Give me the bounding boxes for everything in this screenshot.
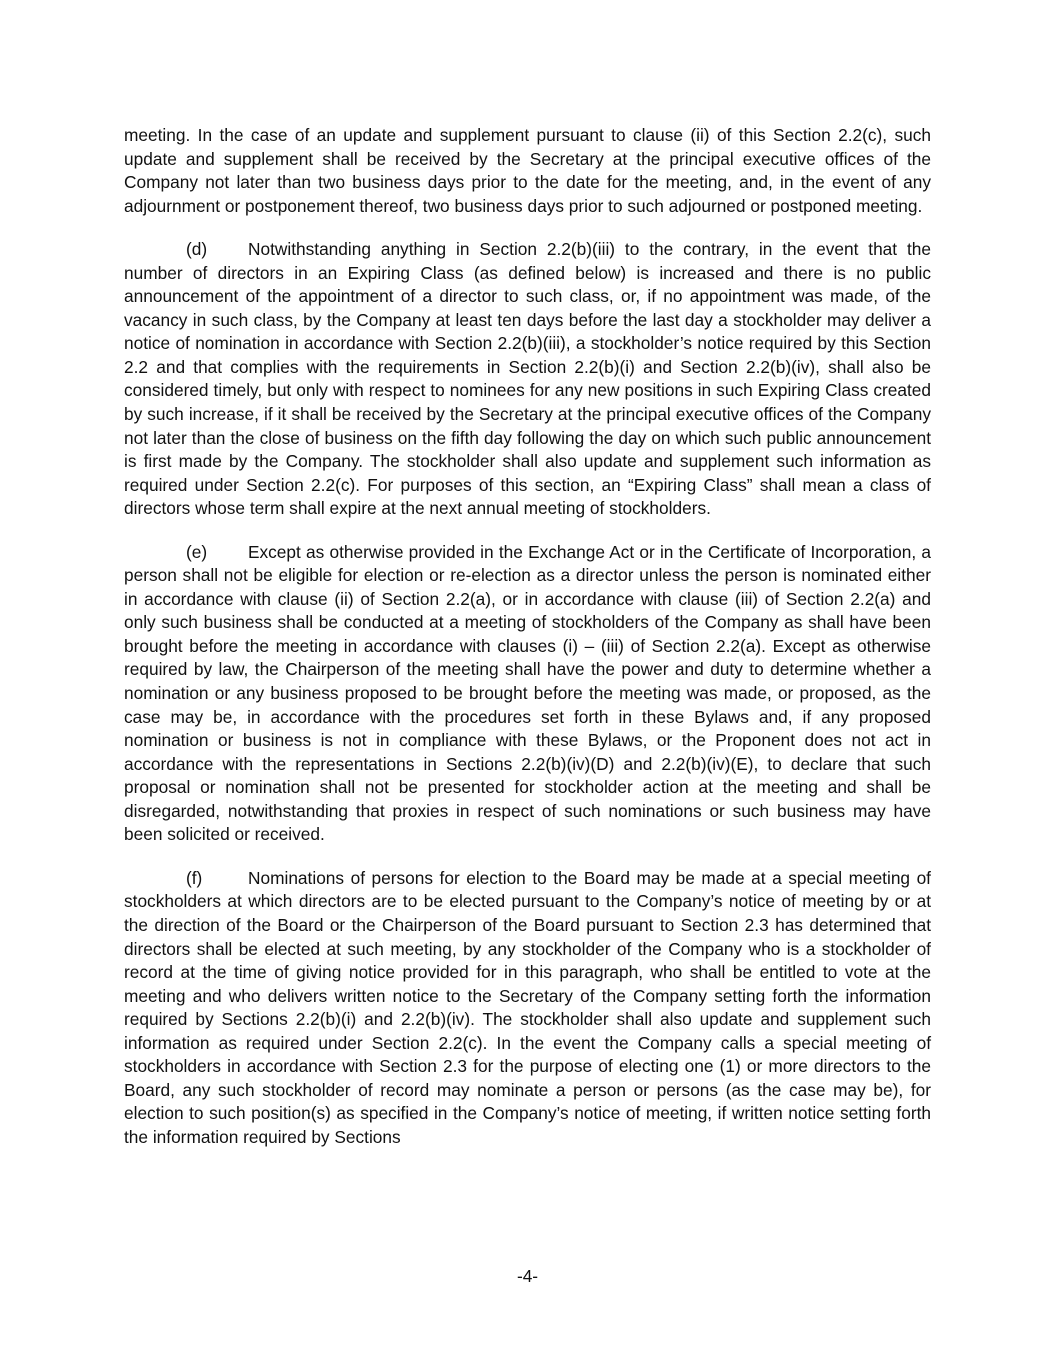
paragraph-continuation — [124, 124, 931, 218]
paragraph-text: Except as otherwise provided in the Exchange Act or in the Certificate of Incorporation, a person shall not be eligible for election or re-election as a director unless the person is nominated either in accordance with clause (ii) of Section 2.2(a), or in accordance with clause (iii) of Section 2.2(a) and only such business shall be conducted at a meeting of stockholders of the Company as shall have been brought before the meeting in accordance with clauses (i) – (iii) of Section 2.2(a). Except as otherwise required by law, the Chairperson of the meeting shall have the power and duty to determine whether a nomination or any business proposed to be brought before the meeting was made, or proposed, as the case may be, in accordance with the procedures set forth in these Bylaws and, if any proposed nomination or business is not in compliance with these Bylaws, or the Proponent does not act in accordance with the representations in Sections 2.2(b)(iv)(D) and 2.2(b)(iv)(E), to declare that such proposal or nomination shall not be presented for stockholder action at the meeting and shall be disregarded, notwithstanding that proxies in respect of such nominations or such business may have been solicited or received. — [124, 541, 931, 845]
paragraph-label: (f) — [186, 867, 203, 888]
paragraph-label: (e) — [186, 541, 208, 562]
document-body — [124, 124, 931, 1169]
paragraph-text: Nominations of persons for election to the Board may be made at a special meeting of stockholders at which directors are to be elected pursuant to the Company’s notice of meeting by or at the direction of the Board or the Chairperson of the Board pursuant to Section 2.3 has determined that directors shall be elected at such meeting, by any stockholder of the Company who is a stockholder of record at the time of giving notice provided for in this paragraph, who shall be entitled to vote at the meeting and who delivers written notice to the Secretary of the Company setting forth the information required by Sections 2.2(b)(i) and 2.2(b)(iv). The stockholder shall also update and supplement such information as required under Section 2.2(c). In the event the Company calls a special meeting of stockholders in accordance with Section 2.3 for the purpose of electing one (1) or more directors to the Board, any such stockholder of record may nominate a person or persons (as the case may be), for election to such position(s) as specified in the Company’s notice of meeting, if written notice setting forth the information required by Sections — [124, 867, 931, 1147]
paragraph-label: (d) — [186, 239, 208, 260]
paragraph-text: Notwithstanding anything in Section 2.2(b)(iii) to the contrary, in the event that the number of directors in an Expiring Class (as defined below) is increased and there is no public announcement of the appointment of a director to such class, or, if no appointment was made, of the vacancy in such class, by the Company at least ten days before the last day a stockholder may deliver a notice of nomination in accordance with Section 2.2(b)(iii), a stockholder’s notice required by this Section 2.2 and that complies with the requirements in Section 2.2(b)(i) and Section 2.2(b)(iv), shall also be considered timely, but only with respect to nominees for any new positions in such Expiring Class created by such increase, if it shall be received by the Secretary at the principal executive offices of the Company not later than the close of business on the fifth day following the day on which such public announcement is first made by the Company. The stockholder shall also update and supplement such information as required under Section 2.2(c). For purposes of this section, an “Expiring Class” shall mean a class of directors whose term shall expire at the next annual meeting of stockholders. — [124, 239, 931, 519]
paragraph-d — [124, 238, 931, 521]
page-number: -4- — [516, 1266, 539, 1286]
paragraph-e — [124, 541, 931, 847]
paragraph-text: meeting. In the case of an update and supplement pursuant to clause (ii) of this Section 2.2(c), such update and supplement shall be received by the Secretary at the principal executive offices of the Company not later than two business days prior to the date for the meeting, and, in the event of any adjournment or postponement thereof, two business days prior to such adjourned or postponed meeting. — [124, 125, 931, 216]
paragraph-f — [124, 867, 931, 1150]
